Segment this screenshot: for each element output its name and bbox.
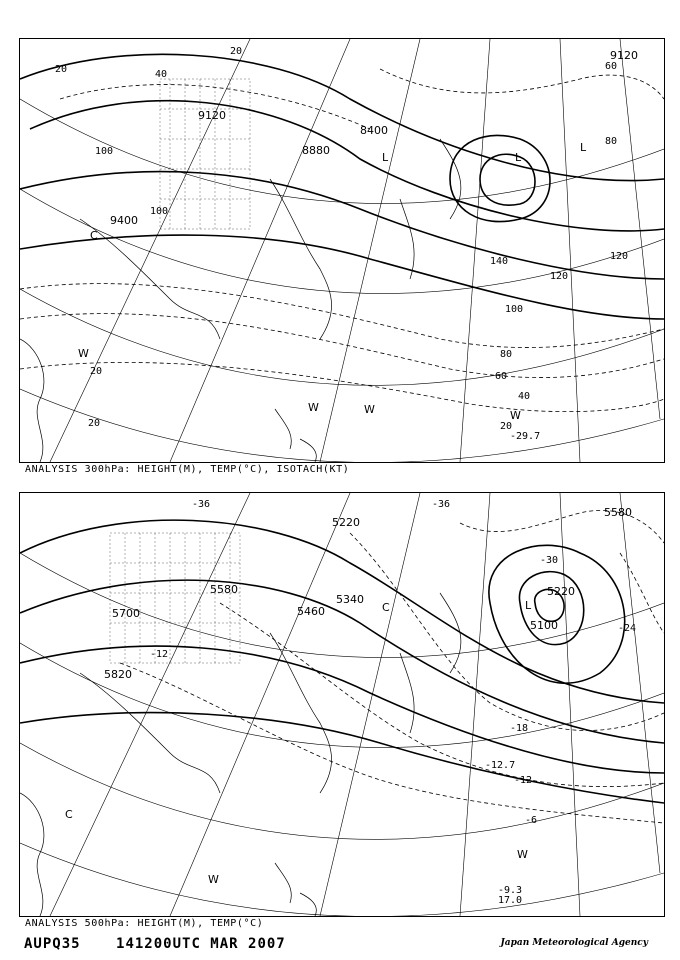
- warm-center-letter: W: [208, 873, 219, 886]
- warm-center-letter: W: [510, 409, 521, 422]
- height-label: 8880: [302, 144, 330, 157]
- warm-center-letter: W: [517, 848, 528, 861]
- isotach-label: 40: [518, 391, 531, 402]
- chart-identifier: [24, 936, 312, 952]
- isotach-label: 20: [55, 64, 68, 75]
- isotach-label: 120: [610, 251, 629, 262]
- isotach-label: 120: [550, 271, 569, 282]
- warm-center-letter: W: [308, 401, 319, 414]
- station-value: -29.7: [510, 431, 541, 442]
- low-center-letter: L: [580, 141, 587, 154]
- map-500hpa-canvas: [20, 493, 664, 916]
- caption-500hpa: ANALYSIS 500hPa: HEIGHT(M), TEMP(°C): [25, 918, 264, 929]
- height-labels: [110, 49, 638, 227]
- isotach-label: 60: [495, 371, 508, 382]
- warm-center-letter: W: [78, 347, 89, 360]
- height-label: 5220: [332, 516, 360, 529]
- low-center-letter: L: [382, 151, 389, 164]
- product-code: AUPQ35: [24, 936, 81, 952]
- low-center-letter: L: [525, 599, 532, 612]
- map-300hpa-canvas: [20, 39, 664, 462]
- caption-300hpa: ANALYSIS 300hPa: HEIGHT(M), TEMP(°C), ISOTACH(KT): [25, 464, 350, 475]
- height-label: 5580: [604, 506, 632, 519]
- height-label: 5580: [210, 583, 238, 596]
- isotach-labels: [55, 46, 628, 432]
- isotach-label: 80: [605, 136, 618, 147]
- isotach-label: 60: [605, 61, 618, 72]
- station-value: -9.3: [498, 885, 523, 896]
- height-labels: [104, 506, 632, 681]
- low-center-letter: L: [515, 151, 522, 164]
- height-label: 5340: [336, 593, 364, 606]
- isotach-label: 20: [90, 366, 103, 377]
- height-label: 5100: [530, 619, 558, 632]
- isotach-label: 100: [150, 206, 169, 217]
- height-label: 9120: [610, 49, 638, 62]
- cold-center-letter: C: [90, 229, 98, 242]
- coastline: [20, 593, 461, 916]
- height-label: 9400: [110, 214, 138, 227]
- temp-label: -12: [150, 649, 169, 660]
- map-500hpa: [19, 492, 665, 917]
- hatched-area: [110, 533, 240, 663]
- temp-label: -6: [525, 815, 538, 826]
- pressure-centers: [65, 599, 532, 886]
- isotach-label: 100: [95, 146, 114, 157]
- isotachs: [20, 69, 664, 412]
- temperature-labels: [150, 499, 636, 826]
- temp-label: -30: [540, 555, 559, 566]
- height-label: 8400: [360, 124, 388, 137]
- graticule: [20, 39, 664, 462]
- pressure-centers: [78, 141, 587, 422]
- temp-label: -24: [618, 623, 637, 634]
- temp-label: -36: [432, 499, 451, 510]
- height-label: 5820: [104, 668, 132, 681]
- coastline: [20, 139, 461, 462]
- temp-label: -12: [514, 775, 533, 786]
- map-300hpa: [19, 38, 665, 463]
- valid-time: 141200UTC MAR 2007: [116, 936, 286, 952]
- isotach-label: 20: [500, 421, 513, 432]
- height-label: 5220: [547, 585, 575, 598]
- height-label: 5460: [297, 605, 325, 618]
- height-contours: [20, 520, 664, 803]
- station-value: 17.0: [498, 895, 523, 906]
- warm-center-letter: W: [364, 403, 375, 416]
- temp-label: -18: [510, 723, 529, 734]
- height-label: 9120: [198, 109, 226, 122]
- isotach-label: 140: [490, 256, 509, 267]
- isotach-label: 20: [230, 46, 243, 57]
- isotach-label: 100: [505, 304, 524, 315]
- isotach-label: 20: [88, 418, 101, 429]
- cold-center-letter: C: [65, 808, 73, 821]
- height-label: 5700: [112, 607, 140, 620]
- graticule: [20, 493, 664, 916]
- agency-name: Japan Meteorological Agency: [500, 938, 648, 948]
- cold-center-letter: C: [382, 601, 390, 614]
- isotach-label: 80: [500, 349, 513, 360]
- isotach-label: 40: [155, 69, 168, 80]
- isotherms: [120, 510, 664, 823]
- temp-label: -36: [192, 499, 211, 510]
- station-value: -12.7: [485, 760, 516, 771]
